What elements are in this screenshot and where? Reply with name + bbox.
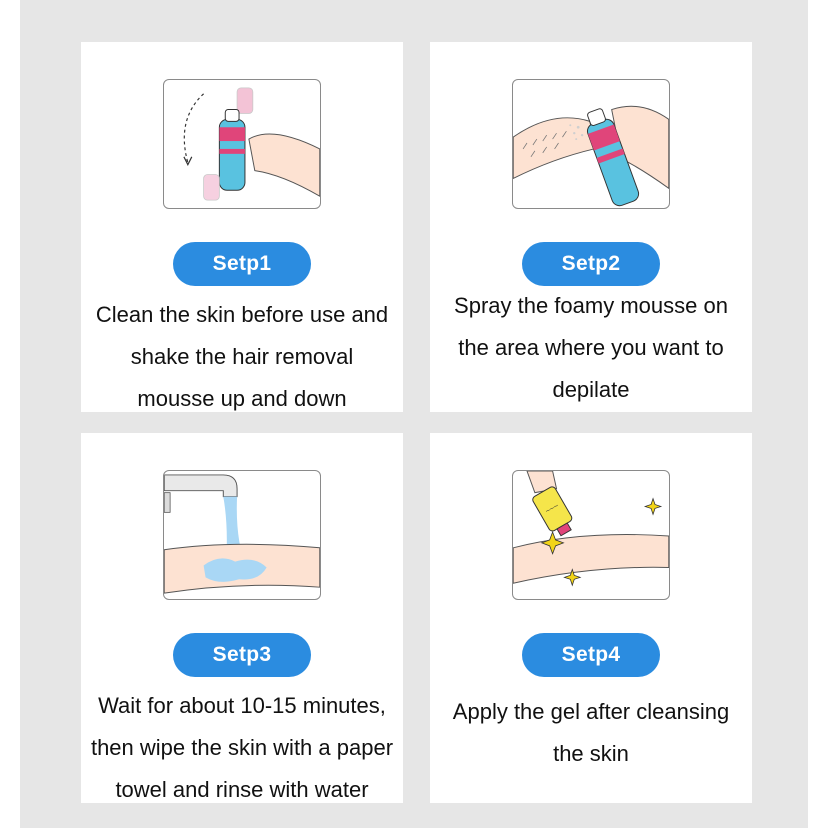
step-2-button[interactable]: Setp2 xyxy=(522,242,660,286)
step-3-line-3: towel and rinse with water xyxy=(115,777,369,802)
step-4-button[interactable]: Setp4 xyxy=(522,633,660,677)
step-1-line-1: Clean the skin before use and xyxy=(95,302,389,327)
svg-text:~~~: ~~~ xyxy=(543,501,561,516)
faucet-rinse-illustration xyxy=(163,470,321,600)
gel-tube-on-arm-illustration xyxy=(512,470,670,600)
step-1-button[interactable]: Setp1 xyxy=(173,242,311,286)
step-1-description xyxy=(81,294,403,412)
step-2-line-3: depilate xyxy=(552,377,630,402)
shaking-spray-can-illustration xyxy=(163,79,321,209)
step-1-line-2: shake the hair removal xyxy=(130,344,354,369)
step-4-line-2: the skin xyxy=(553,741,629,766)
step-card-4 xyxy=(430,433,752,803)
step-2-line-1: Spray the foamy mousse on xyxy=(454,293,728,318)
spray-on-arm-illustration xyxy=(512,79,670,209)
step-4-description xyxy=(430,691,752,775)
step-3-line-2: then wipe the skin with a paper xyxy=(90,735,394,760)
step-2-description xyxy=(430,285,752,411)
step-3-line-1: Wait for about 10-15 minutes, xyxy=(98,693,386,718)
step-2-line-2: the area where you want to xyxy=(458,335,724,360)
step-4-line-1: Apply the gel after cleansing xyxy=(452,699,730,724)
step-3-description xyxy=(81,685,403,803)
step-3-button[interactable]: Setp3 xyxy=(173,633,311,677)
step-card-2 xyxy=(430,42,752,412)
step-card-3 xyxy=(81,433,403,803)
step-1-line-3: mousse up and down xyxy=(137,386,347,411)
step-card-1 xyxy=(81,42,403,412)
